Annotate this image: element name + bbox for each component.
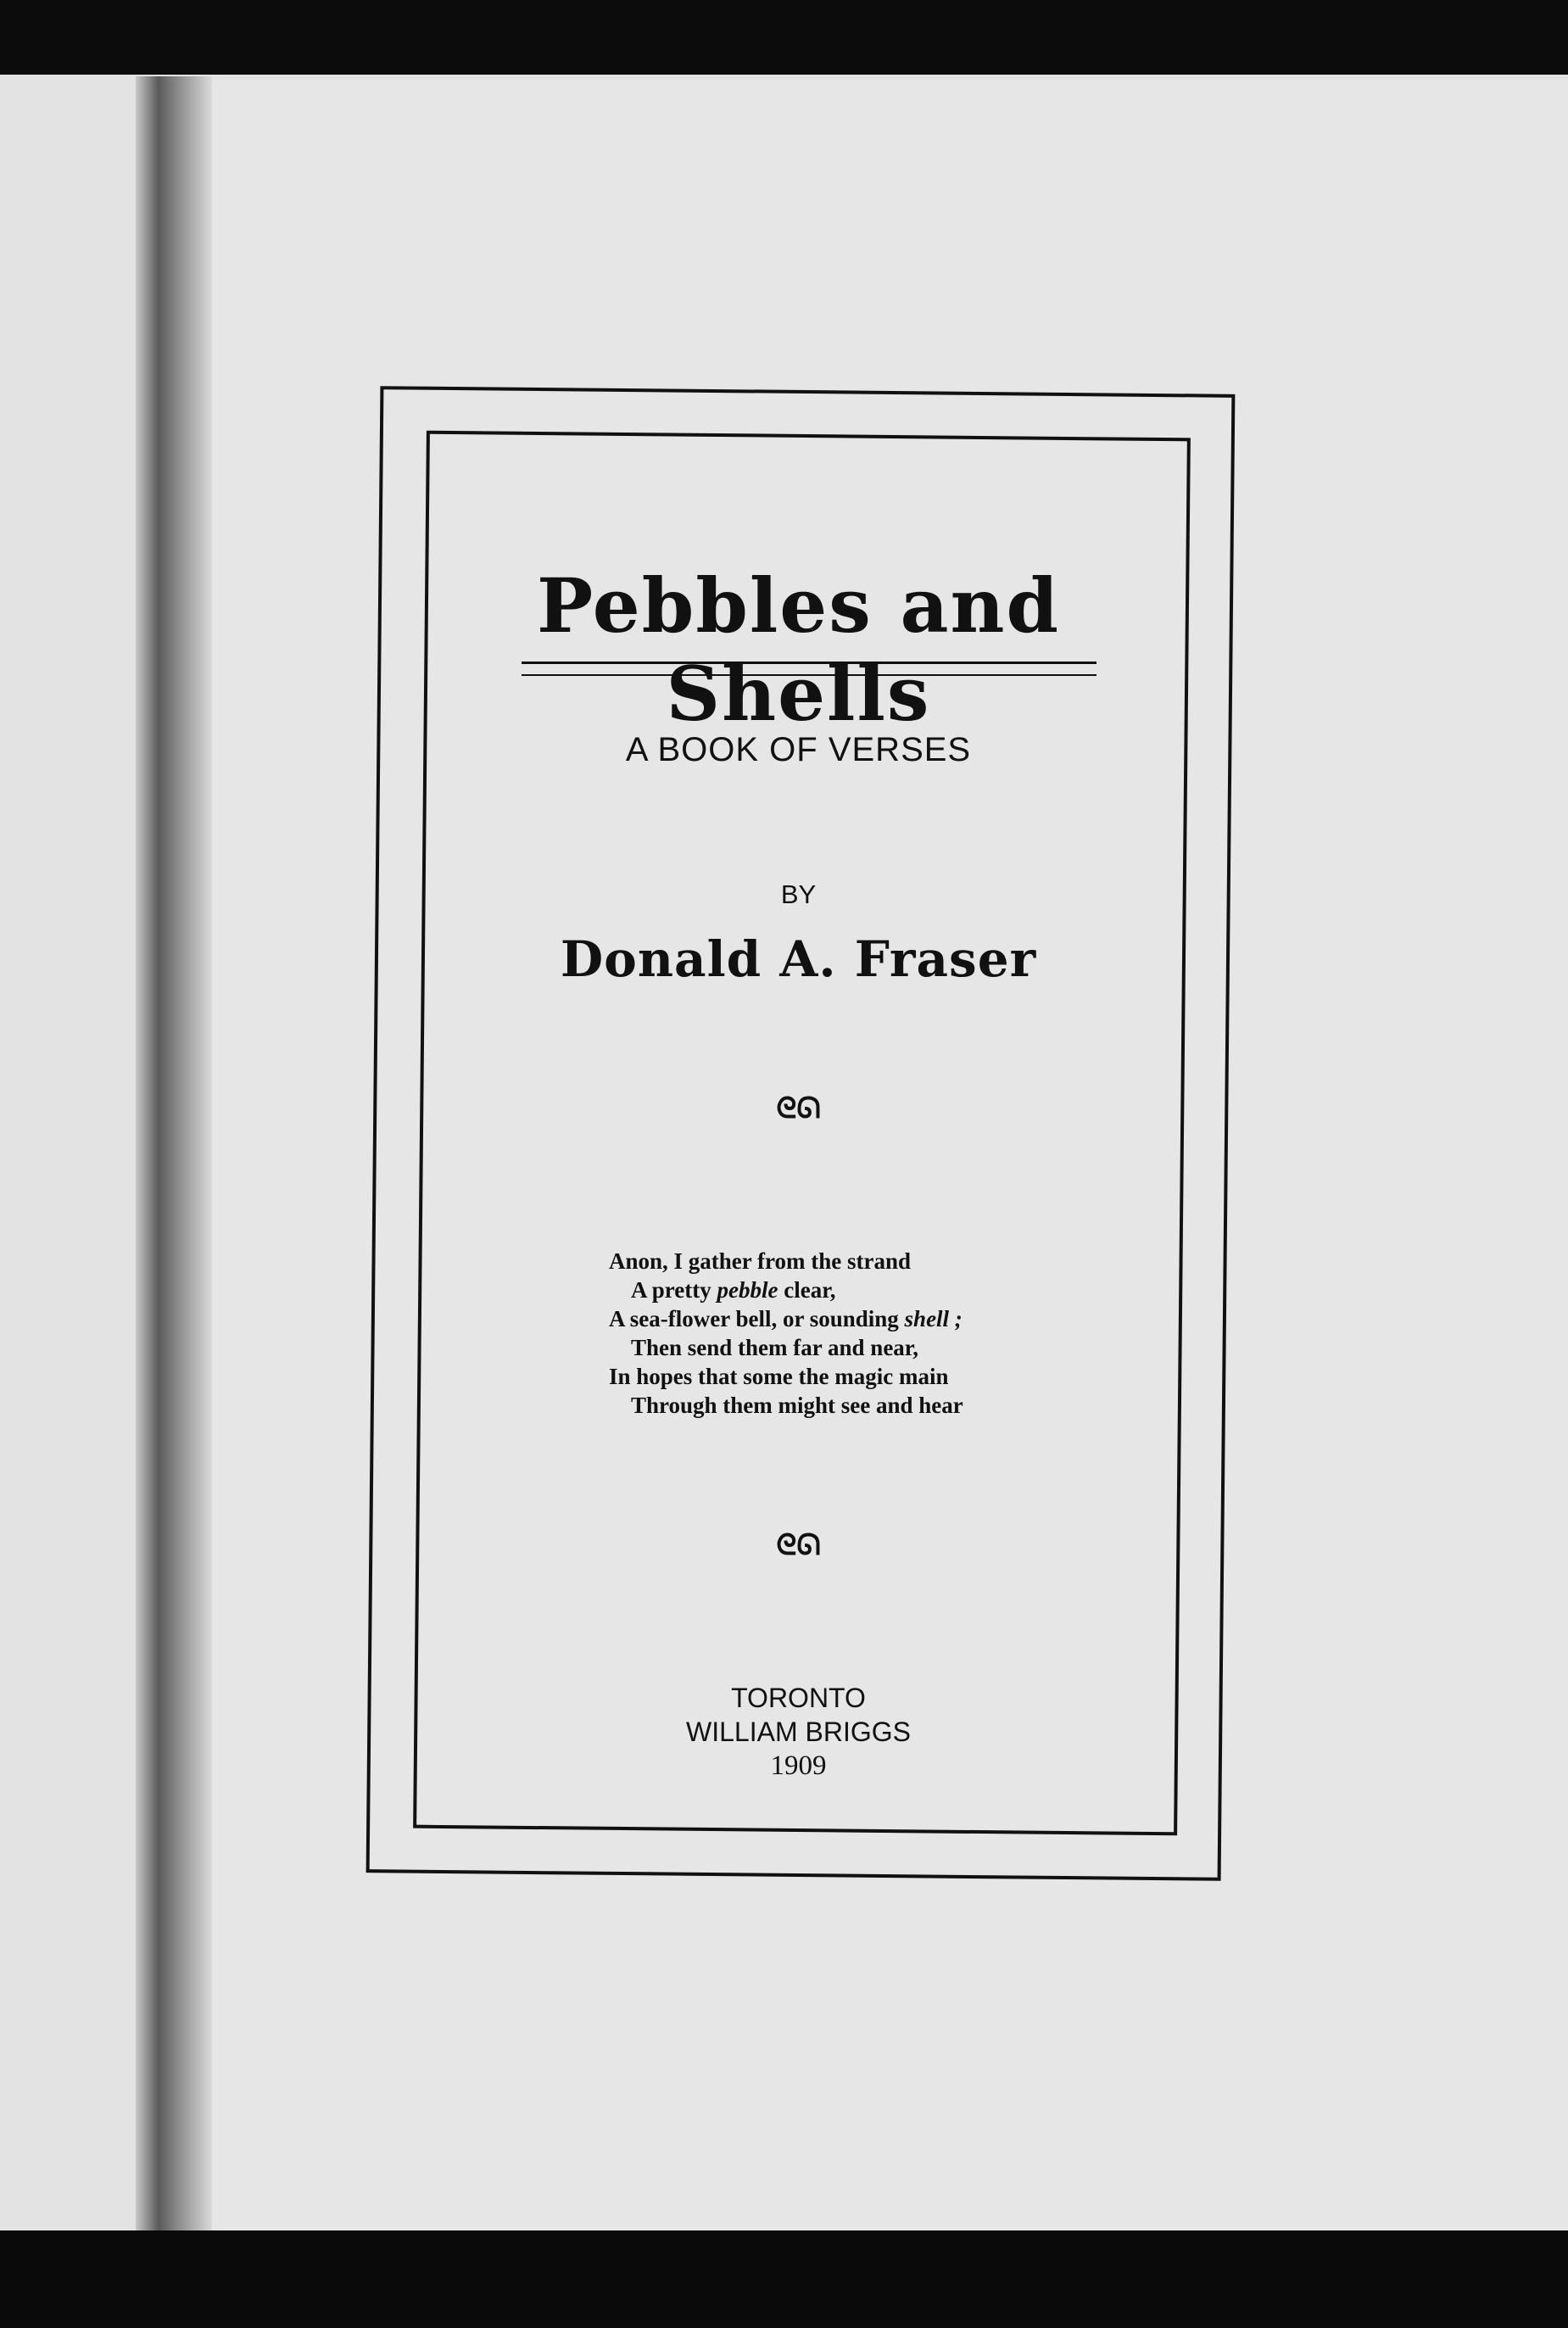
verse-line: Through them might see and hear xyxy=(631,1393,963,1418)
verse-line: Anon, I gather from the strand xyxy=(609,1248,912,1274)
imprint-city: TORONTO xyxy=(731,1683,866,1713)
byline: BY xyxy=(780,879,817,909)
verse-text: clear, xyxy=(778,1277,836,1303)
title-page-content xyxy=(420,434,1177,1825)
book-gutter xyxy=(136,76,212,2230)
verse-line xyxy=(609,1304,1050,1333)
verse-italic-word: pebble xyxy=(717,1277,778,1303)
verse-line xyxy=(609,1276,1050,1304)
title-double-rule xyxy=(522,662,1096,676)
verse-text: A pretty xyxy=(631,1277,717,1303)
author-name: Donald A. Fraser xyxy=(560,930,1037,988)
scan-bottom-edge xyxy=(0,2230,1568,2328)
ornament-icon: ᘓᘏ xyxy=(776,1091,821,1125)
epigraph-verse xyxy=(609,1247,1050,1420)
verse-text: A sea-flower bell, or sounding xyxy=(609,1306,905,1331)
book-title: Pebbles and Shells xyxy=(537,561,1060,738)
verse-italic-word: shell ; xyxy=(904,1306,963,1331)
ornament-icon: ᘓᘏ xyxy=(776,1528,821,1562)
book-subtitle: A BOOK OF VERSES xyxy=(625,731,972,768)
verse-line: Then send them far and near, xyxy=(631,1335,919,1360)
verse-line: In hopes that some the magic main xyxy=(609,1364,949,1389)
imprint-publisher: WILLIAM BRIGGS xyxy=(686,1717,911,1747)
imprint xyxy=(420,1681,1177,1783)
imprint-year: 1909 xyxy=(770,1750,827,1781)
